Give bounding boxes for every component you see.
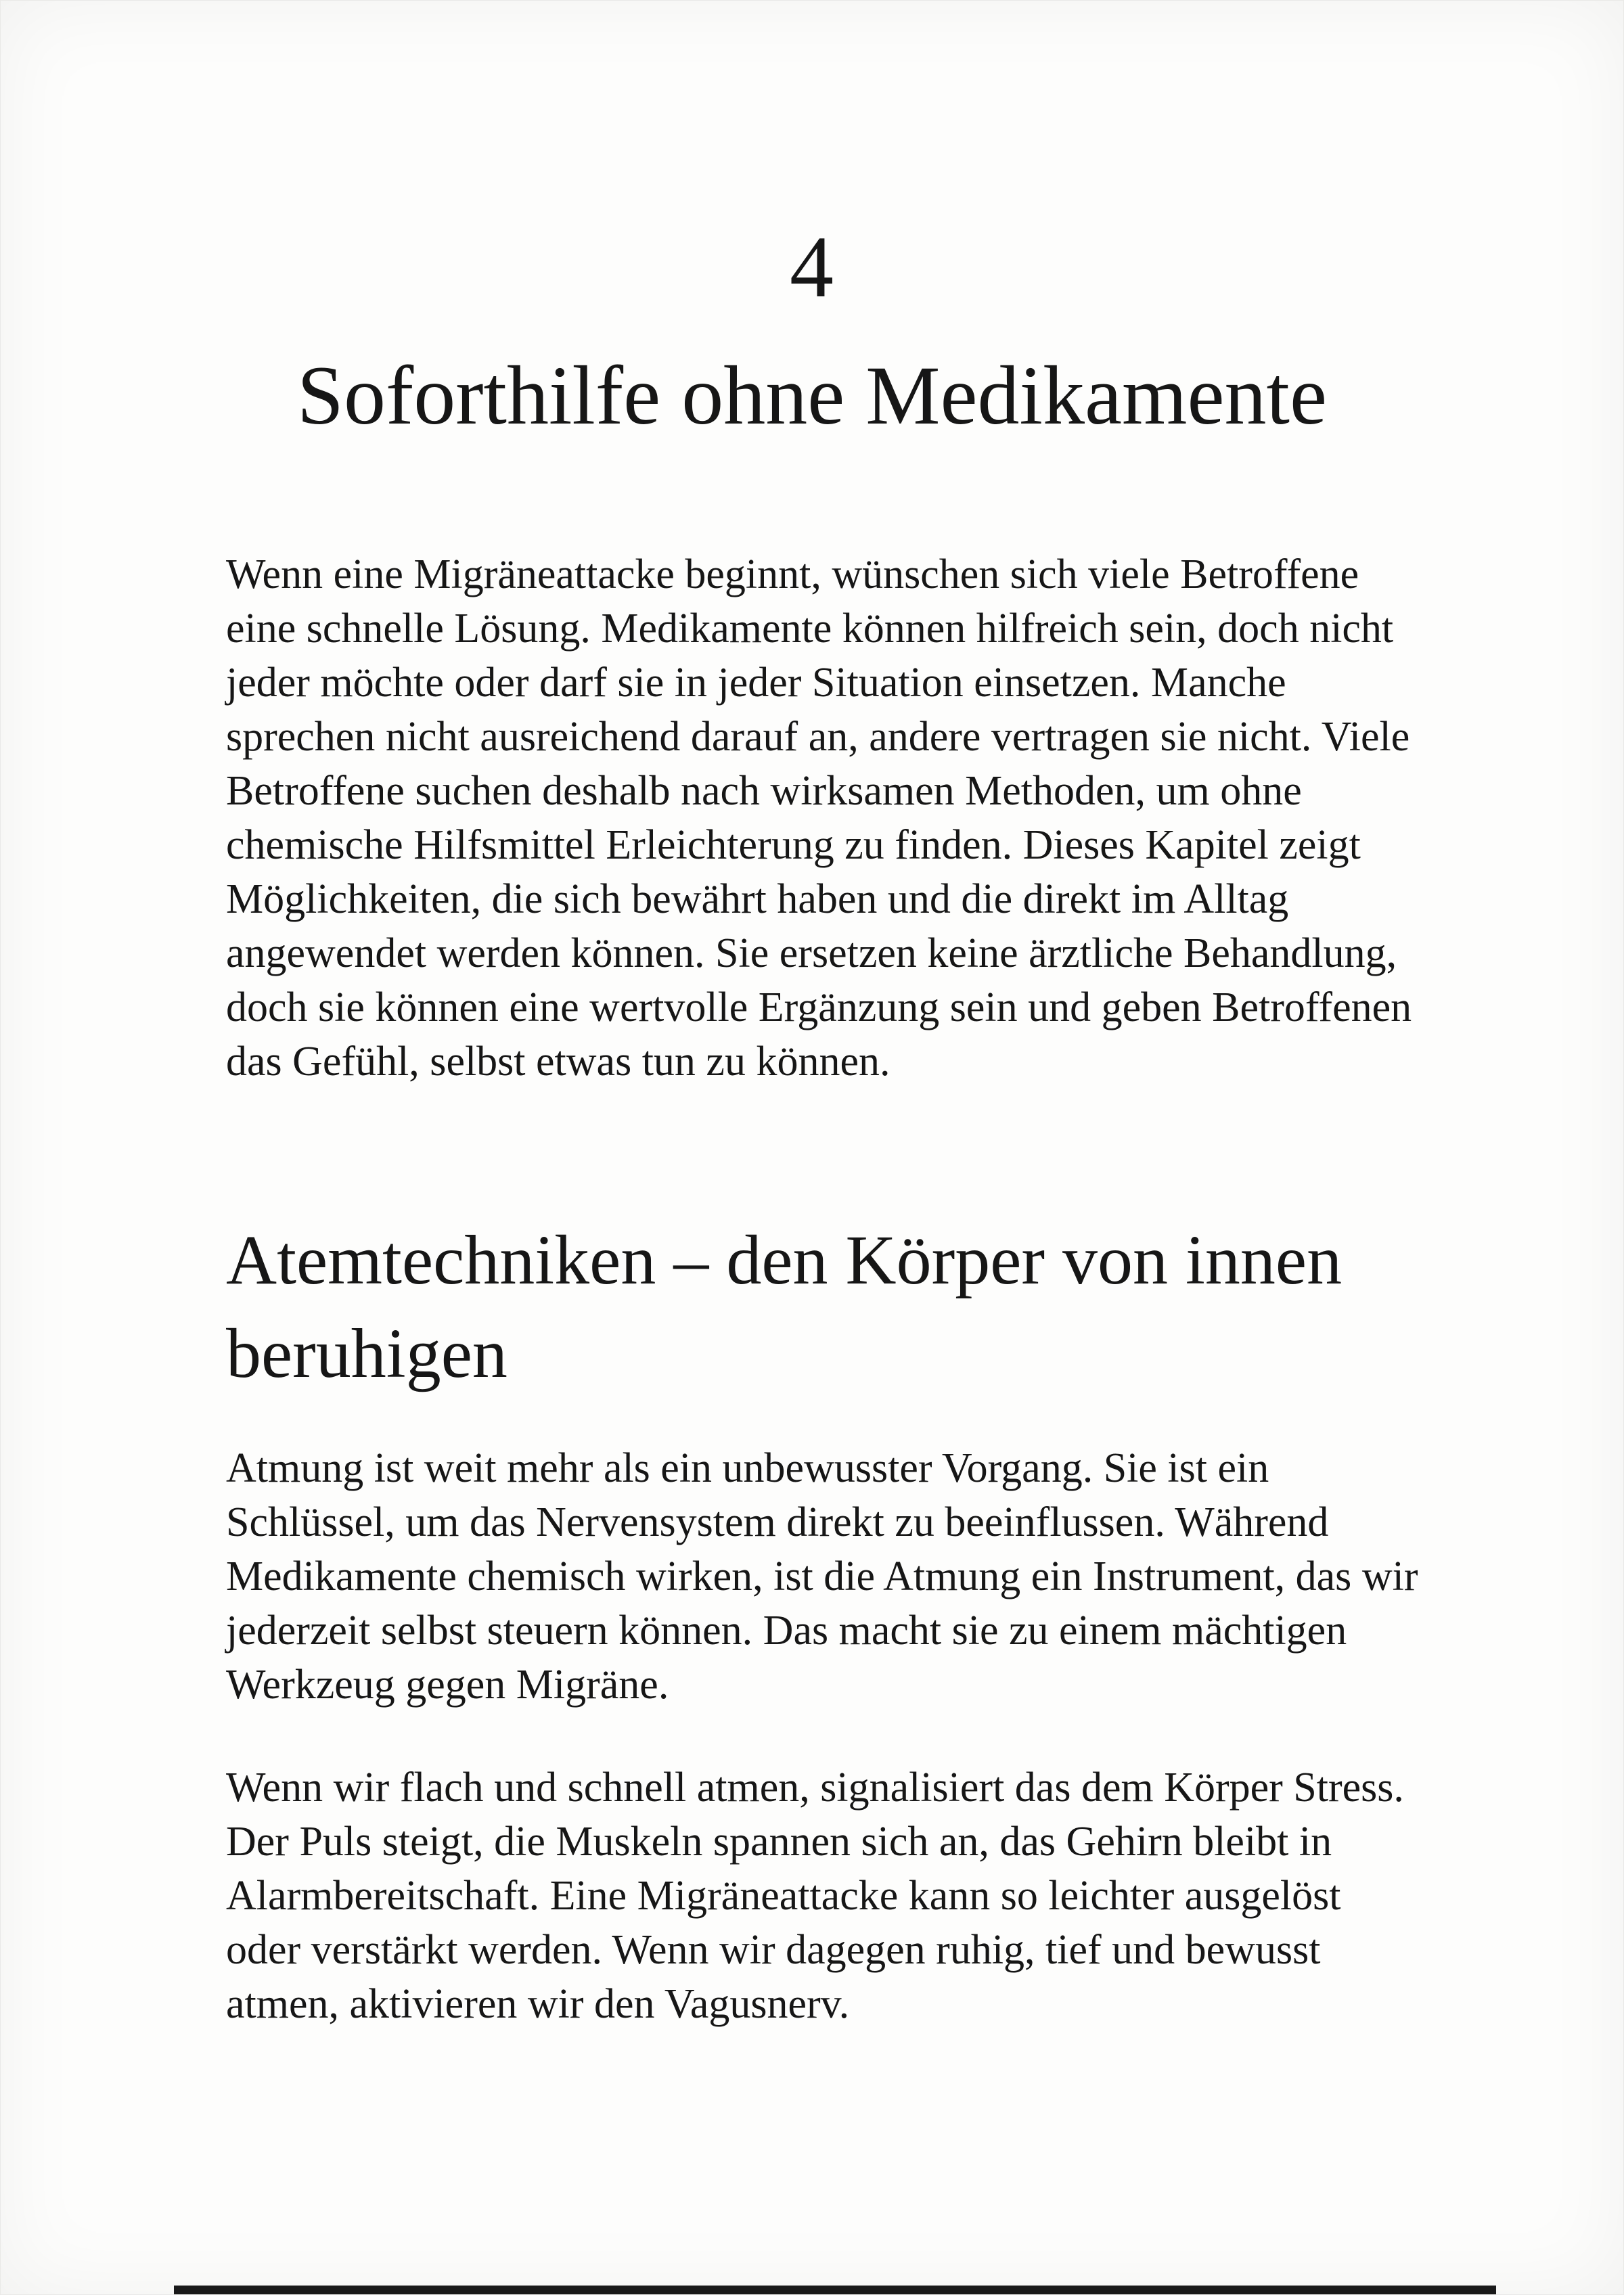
paragraph-breathing-1: Atmung ist weit mehr als ein unbewusster Vorgang. Sie ist ein Schlüssel, um das Nervensystem direkt zu beeinflussen. Während Medikamente chemisch wirken, ist die Atmung ein Instrument, das wir jederzeit selbst steuern können. Das macht sie zu einem mächtigen Werkzeug gegen Migräne. [226,1445,1418,1708]
section-heading-breathing: Atemtechniken – den Körper von innen beruhigen [226,1221,1343,1393]
text-column [226,547,1424,2031]
chapter-number: 4 [790,219,834,316]
paragraph-intro: Wenn eine Migräneattacke beginnt, wünschen sich viele Betroffene eine schnelle Lösung. Medikamente können hilfreich sein, doch nicht jeder möchte oder darf sie in jeder Situation einsetzen. Manche sprechen nicht ausreichend darauf an, andere vertragen sie nicht. Viele Betroffene suchen deshalb nach wirksamen Methoden, um ohne chemische Hilfsmittel Erleichterung zu finden. Dieses Kapitel zeigt Möglichkeiten, die sich bewährt haben und die direkt im Alltag angewendet werden können. Sie ersetzen keine ärztliche Behandlung, doch sie können eine wertvolle Ergänzung sein und geben Betroffenen das Gefühl, selbst etwas tun zu können. [226,551,1412,1085]
chapter-title: Soforthilfe ohne Medikamente [296,348,1328,442]
next-section-top-edge [174,2286,1496,2294]
paragraph-breathing-2: Wenn wir flach und schnell atmen, signalisiert das dem Körper Stress. Der Puls steigt, die Muskeln spannen sich an, das Gehirn bleibt in Alarmbereitschaft. Eine Migräneattacke kann so leichter ausgelöst oder verstärkt werden. Wenn wir dagegen ruhig, tief und bewusst atmen, aktivieren wir den Vagusnerv. [226,1765,1404,2028]
